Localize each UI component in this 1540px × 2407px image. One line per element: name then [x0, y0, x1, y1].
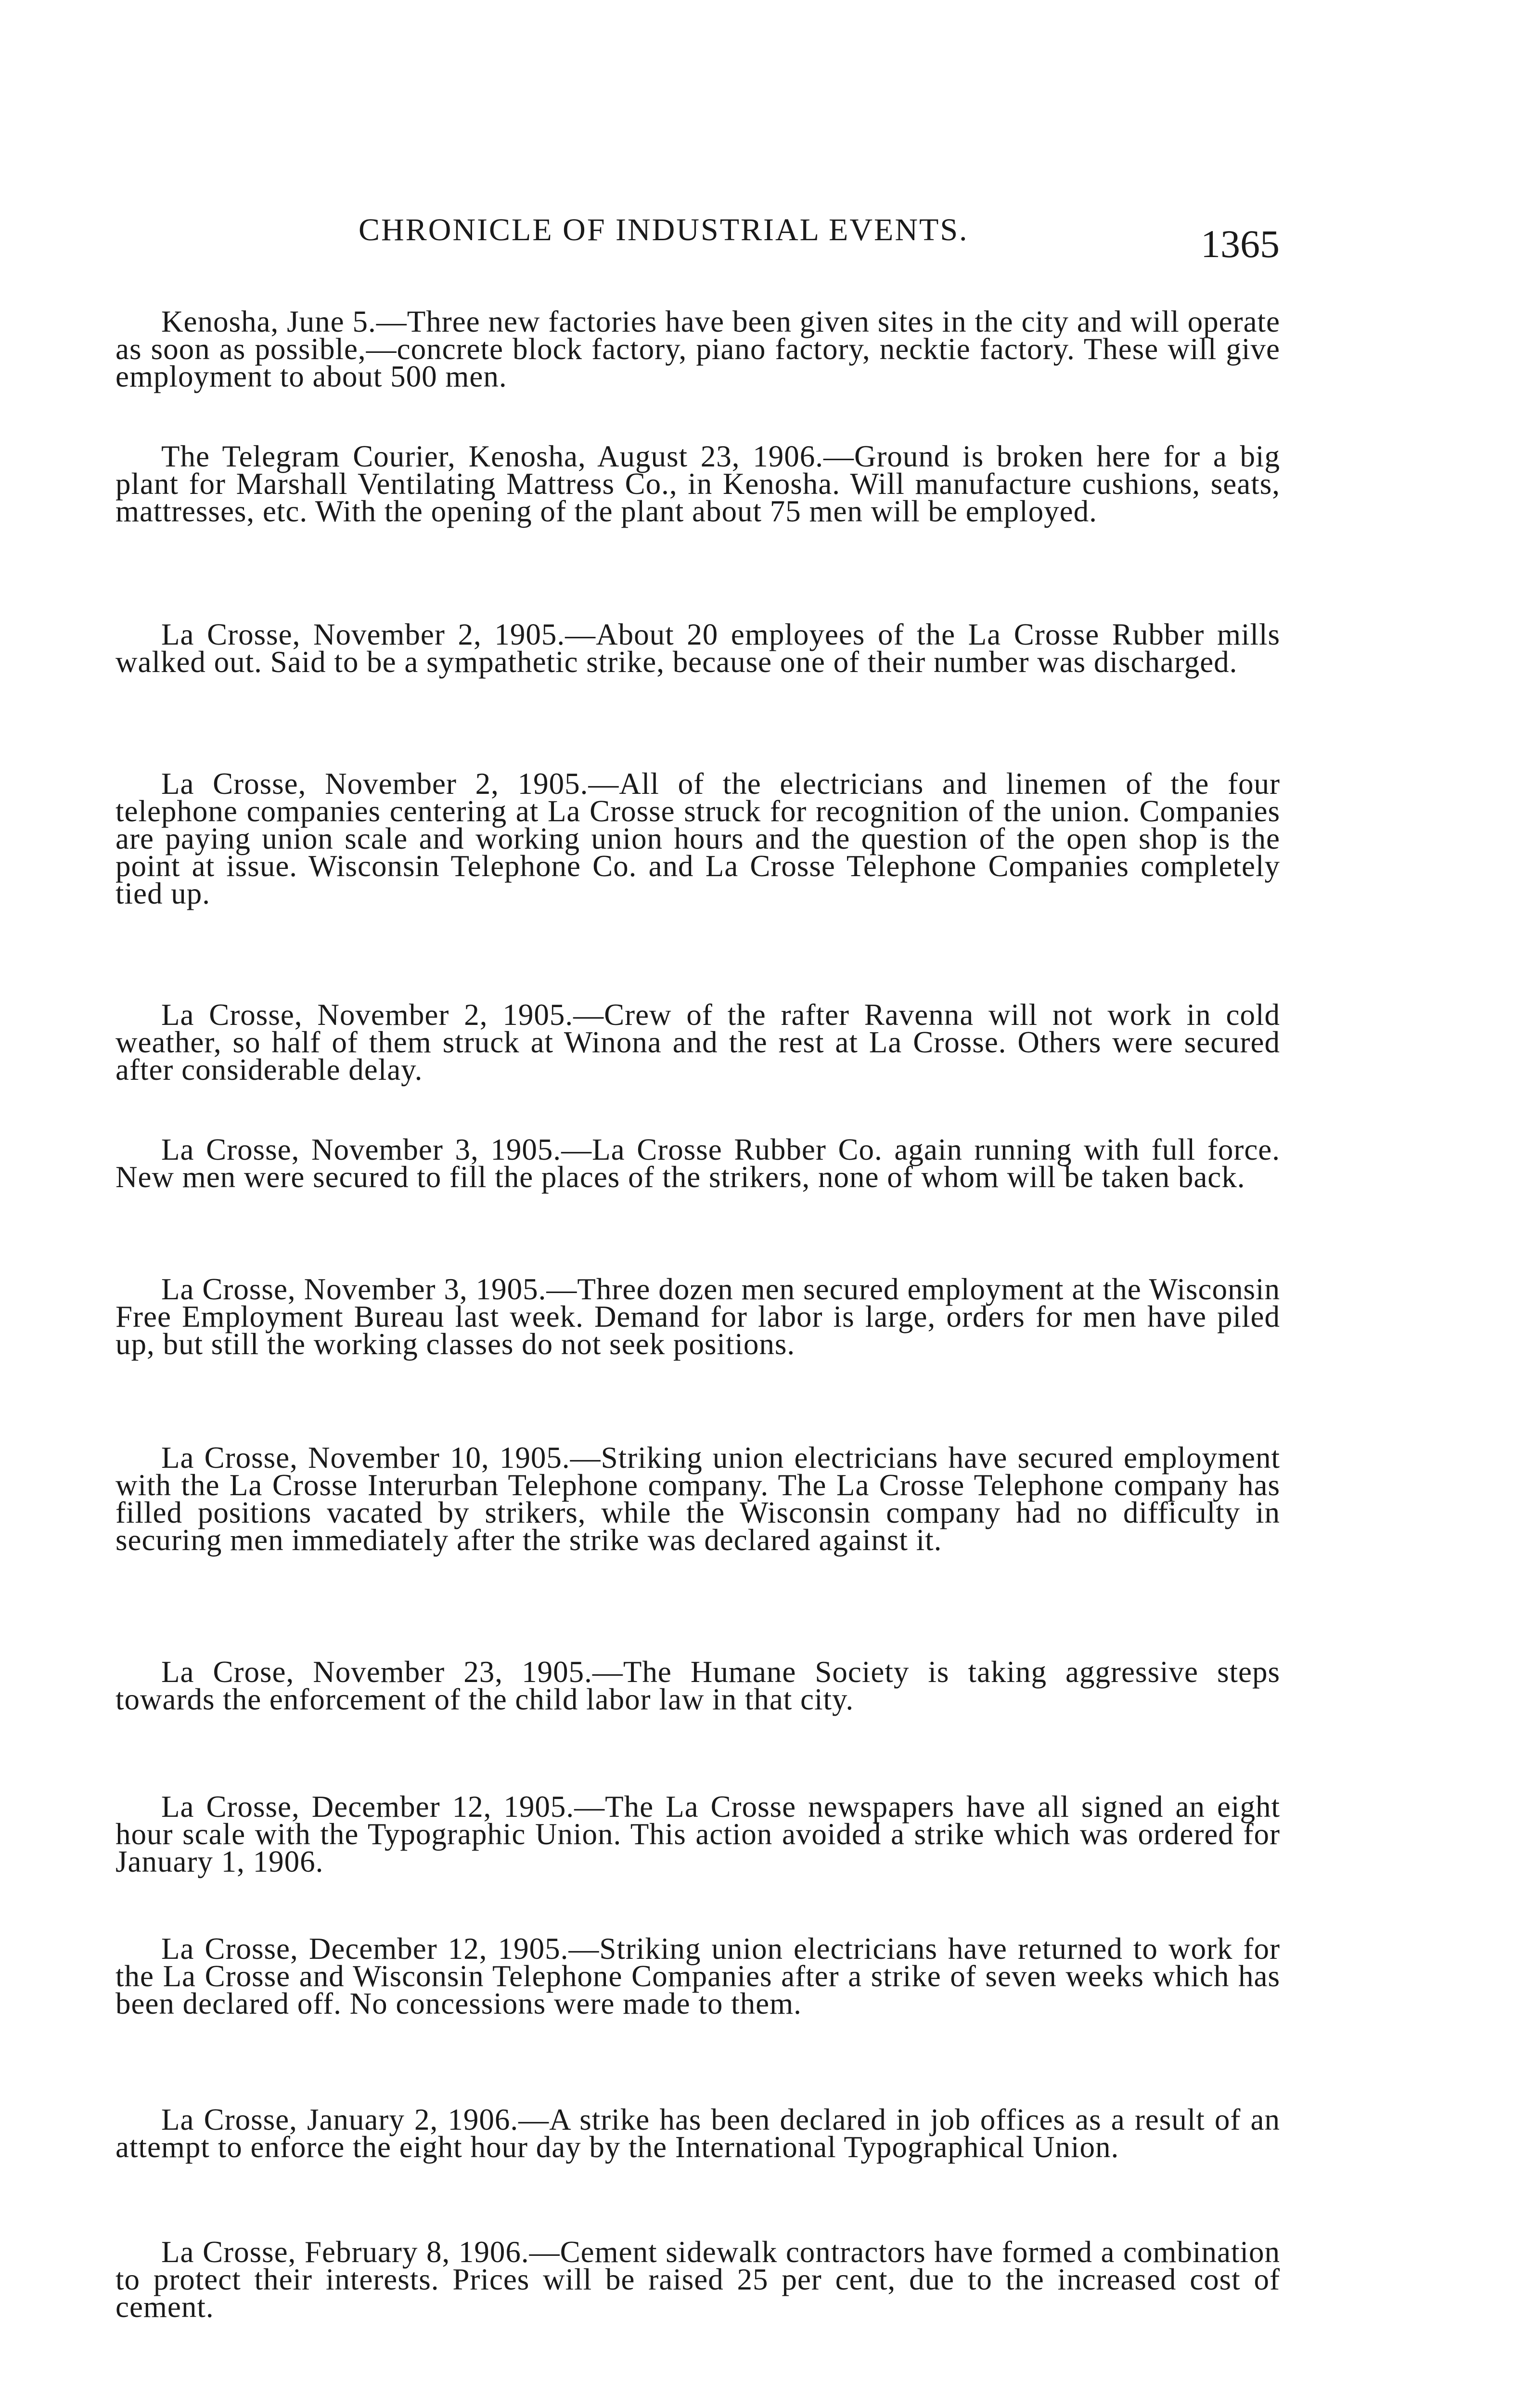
entry-la-crosse-jan-2: La Crosse, January 2, 1906.—A strike has been declared in job offices as a result of an attempt to enforce the eight hour day by the International Typographical Union. [116, 2103, 1280, 2164]
entry-kenosha-august-23: The Telegram Courier, Kenosha, August 23, 1906.—Ground is broken here for a big plant for Marshall Ventilating Mattress Co., in Kenosha. Will manufacture cushions, seats, mattresses, etc. With the opening of the plant about 75 men will be employed. [116, 440, 1280, 528]
entry-la-crosse-dec-12-electricians: La Crosse, December 12, 1905.—Striking union electricians have returned to work for the La Crosse and Wisconsin Telephone Companies after a strike of seven weeks which has been declared off. No concessions were made to them. [116, 1932, 1280, 2020]
entry-la-crosse-nov-3-rubber-co: La Crosse, November 3, 1905.—La Crosse Rubber Co. again running with full force. New men were secured to fill the places of the strikers, none of whom will be taken back. [116, 1133, 1280, 1194]
entry-la-crosse-nov-3-employment-bureau: La Crosse, November 3, 1905.—Three dozen men secured employment at the Wisconsin Free Employment Bureau last week. Demand for labor is large, orders for men have piled up, but still the working classes do not seek positions. [116, 1272, 1280, 1361]
entry-la-crosse-nov-10: La Crosse, November 10, 1905.—Striking union electricians have secured employment with the La Crosse Interurban Telephone company. The La Crosse Telephone company has filled positions vacated by strikers, while the Wisconsin company had no difficulty in securing men immediately after the strike was declared against it. [116, 1441, 1280, 1557]
page-number: 1365 [1201, 222, 1280, 266]
entry-kenosha-june-5: Kenosha, June 5.—Three new factories have been given sites in the city and will operate as soon as possible,—concrete block factory, piano factory, necktie factory. These will give employment to about 500 men. [116, 305, 1280, 393]
entry-la-crosse-nov-23: La Crose, November 23, 1905.—The Humane Society is taking aggressive steps towards the enforcement of the child labor law in that city. [116, 1655, 1280, 1716]
entry-la-crosse-nov-2-rubber-mills: La Crosse, November 2, 1905.—About 20 employees of the La Crosse Rubber mills walked out. Said to be a sympathetic strike, because one of their number was discharged. [116, 618, 1280, 679]
running-title: CHRONICLE OF INDUSTRIAL EVENTS. [359, 212, 969, 247]
entry-la-crosse-nov-2-rafter-ravenna: La Crosse, November 2, 1905.—Crew of the rafter Ravenna will not work in cold weather, so half of them struck at Winona and the rest at La Crosse. Others were secured after considerable delay. [116, 998, 1280, 1087]
entry-la-crosse-dec-12-newspapers: La Crosse, December 12, 1905.—The La Crosse newspapers have all signed an eight hour scale with the Typographic Union. This action avoided a strike which was ordered for January 1, 1906. [116, 1790, 1280, 1878]
entry-la-crosse-nov-2-electricians: La Crosse, November 2, 1905.—All of the electricians and linemen of the four telephone companies centering at La Crosse struck for recognition of the union. Companies are paying union scale and working union hours and the question of the open shop is the point at issue. Wisconsin Telephone Co. and La Crosse Telephone Companies completely tied up. [116, 767, 1280, 910]
entry-la-crosse-feb-8: La Crosse, February 8, 1906.—Cement sidewalk contractors have formed a combination to protect their interests. Prices will be raised 25 per cent, due to the increased cost of cement. [116, 2235, 1280, 2324]
